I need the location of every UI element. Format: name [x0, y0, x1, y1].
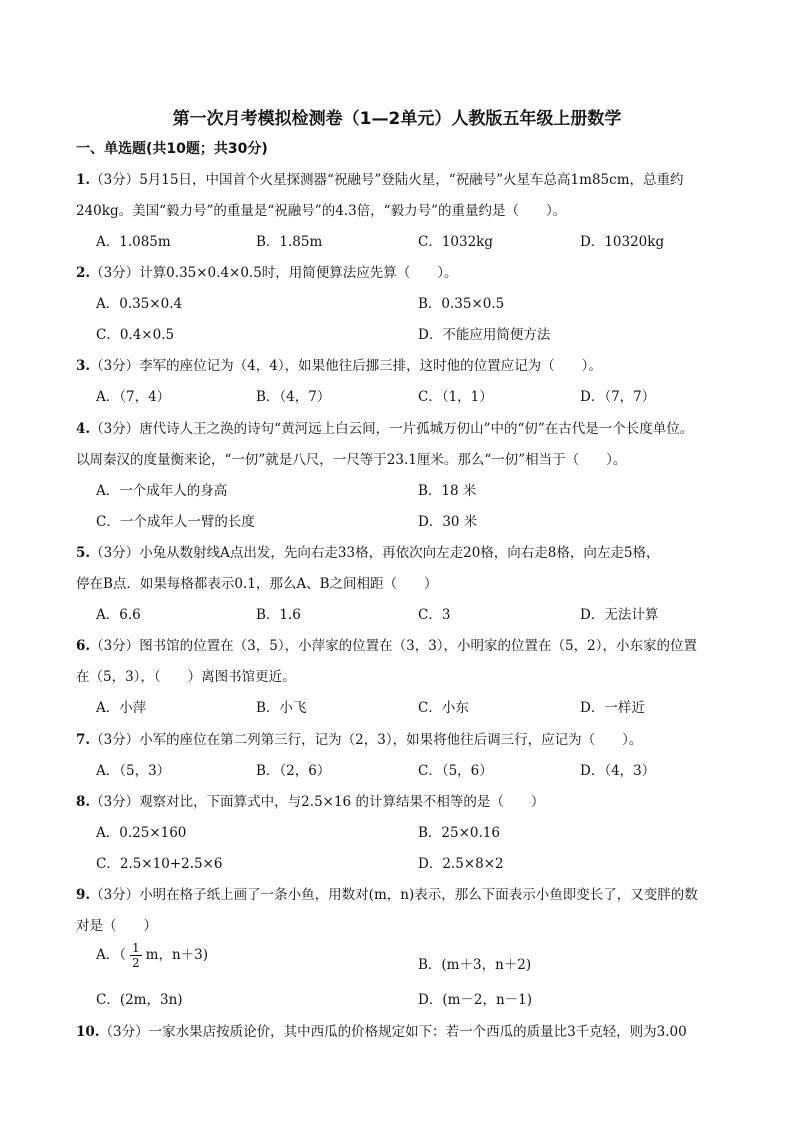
question-number: 6.	[76, 638, 91, 654]
question-6-line-1	[76, 634, 746, 654]
section-heading: 一、单选题(共10题；共30分)	[76, 141, 268, 157]
question-1-option-b: B．1.85m	[256, 234, 323, 250]
question-1-line-1	[76, 168, 746, 188]
question-1-option-d: D．10320kg	[580, 234, 665, 250]
question-score: （3分）	[90, 172, 140, 188]
question-8-line-1	[76, 790, 746, 810]
question-9-line-1	[76, 883, 746, 903]
question-4-option-a: A．一个成年人的身高	[96, 483, 228, 499]
question-4-line-2: 以周秦汉的度量衡来论，“一仞”就是八尺，一尺等于23.1厘米。那么“一仞”相当于（ ）。	[76, 452, 627, 468]
question-3-option-d: D．（7，7）	[580, 389, 656, 405]
question-1-option-c: C．1032kg	[418, 234, 494, 250]
question-3-option-c: C．（1，1）	[418, 389, 493, 405]
question-8-option-b: B．25×0.16	[418, 825, 500, 841]
question-4-option-c: C．一个成年人一臂的长度	[96, 514, 255, 530]
question-score: （3分）	[90, 545, 140, 561]
question-1-line-2: 240kg。美国“毅力号”的重量是“祝融号”的4.3倍，“毅力号”的重量约是（ ）。	[76, 203, 567, 219]
question-score: （3分）	[90, 732, 140, 748]
question-5-option-b: B．1.6	[256, 607, 301, 623]
option-a-suffix: m，n＋3)	[145, 947, 208, 963]
question-score: （3分）	[90, 887, 140, 903]
question-score: （3分）	[90, 638, 140, 654]
question-number: 5.	[76, 545, 91, 561]
question-4-option-d: D．30 米	[418, 514, 478, 530]
question-2-option-b: B．0.35×0.5	[418, 296, 505, 312]
question-number: 1.	[76, 172, 91, 188]
question-number: 3.	[76, 358, 91, 374]
question-text: 一家水果店按质论价，其中西瓜的价格规定如下：若一个西瓜的质量比3千克轻，则为3.00	[148, 1024, 687, 1040]
question-9-option-b: B．(m＋3，n＋2)	[418, 957, 532, 973]
question-5-option-c: C．3	[418, 607, 451, 623]
question-7-option-a: A．（5，3）	[96, 763, 171, 779]
question-text: 小军的座位在第二列第三行，记为（2，3），如果将他往后调三行，应记为（ ）。	[139, 732, 643, 748]
question-score: （3分）	[90, 794, 140, 810]
question-6-option-c: C．小东	[418, 700, 469, 716]
question-4-line-1	[76, 417, 746, 437]
question-score: （3分）	[90, 421, 140, 437]
question-9-option-c: C．(2m，3n)	[96, 992, 183, 1008]
question-text: 李军的座位记为（4，4），如果他往后挪三排，这时他的位置应记为（ ）。	[139, 358, 602, 374]
question-6-option-a: A．小萍	[96, 700, 147, 716]
question-8-option-a: A．0.25×160	[96, 825, 187, 841]
question-3-option-b: B．（4，7）	[256, 389, 331, 405]
question-score: （3分）	[90, 358, 140, 374]
question-text: 图书馆的位置在（3，5），小萍家的位置在（3，3），小明家的位置在（5，2），小东家的位置	[139, 638, 697, 654]
question-5-option-d: D．无法计算	[580, 607, 659, 623]
question-10-line-1	[76, 1020, 746, 1040]
question-number: 2.	[76, 265, 91, 281]
question-text: 唐代诗人王之涣的诗句“黄河远上白云间，一片孤城万仞山”中的“仞”在古代是一个长度单位。	[139, 421, 694, 437]
question-2-option-c: C．0.4×0.5	[96, 327, 175, 343]
question-number: 8.	[76, 794, 91, 810]
question-7-line-1	[76, 728, 746, 748]
question-8-option-c: C．2.5×10+2.5×6	[96, 856, 223, 872]
question-7-option-b: B．（2，6）	[256, 763, 331, 779]
question-9-option-d: D．(m－2，n－1)	[418, 992, 533, 1008]
question-6-line-2: 在（5，3），（ ）离图书馆更近。	[76, 669, 296, 685]
question-number: 9.	[76, 887, 91, 903]
fraction	[130, 942, 142, 969]
question-3-line-1	[76, 354, 746, 374]
question-number: 7.	[76, 732, 91, 748]
question-9-line-2: 对是（ ）	[76, 918, 157, 934]
question-6-option-d: D．一样近	[580, 700, 645, 716]
question-number: 10.	[76, 1024, 100, 1040]
question-3-option-a: A．（7，4）	[96, 389, 171, 405]
question-2-line-1	[76, 261, 746, 281]
question-4-option-b: B．18 米	[418, 483, 477, 499]
question-1-option-a: A．1.085m	[96, 234, 171, 250]
question-score: （3分）	[99, 1024, 149, 1040]
question-number: 4.	[76, 421, 91, 437]
fraction-denominator: 2	[132, 956, 140, 970]
question-text: 小兔从数射线A点出发，先向右走33格，再依次向左走20格，向右走8格，向左走5格，	[139, 545, 660, 561]
question-2-option-d: D．不能应用简便方法	[418, 327, 551, 343]
question-text: 计算0.35×0.4×0.5时，用简便算法应先算（ ）。	[139, 265, 458, 281]
question-text: 小明在格子纸上画了一条小鱼，用数对(m，n)表示，那么下面表示小鱼即变长了，又变胖的数	[139, 887, 698, 903]
question-7-option-d: D．（4，3）	[580, 763, 656, 779]
question-7-option-c: C．（5，6）	[418, 763, 493, 779]
question-5-line-1	[76, 541, 746, 561]
question-2-option-a: A．0.35×0.4	[96, 296, 183, 312]
question-5-option-a: A．6.6	[96, 607, 141, 623]
question-text: 5月15日，中国首个火星探测器“祝融号”登陆火星，“祝融号”火星车总高1m85cm，总重约	[139, 172, 684, 188]
question-text: 观察对比，下面算式中，与2.5×16 的计算结果不相等的是（ ）	[139, 794, 545, 810]
fraction-numerator: 1	[132, 941, 140, 955]
question-6-option-b: B．小飞	[256, 700, 307, 716]
page-title: 第一次月考模拟检测卷（1—2单元）人教版五年级上册数学	[172, 109, 622, 129]
option-a-prefix: A．（	[96, 947, 126, 963]
question-score: （3分）	[90, 265, 140, 281]
question-8-option-d: D．2.5×8×2	[418, 856, 504, 872]
question-9-option-a	[96, 942, 208, 969]
question-5-line-2: 停在B点．如果每格都表示0.1，那么A、B之间相距（ ）	[76, 576, 438, 592]
